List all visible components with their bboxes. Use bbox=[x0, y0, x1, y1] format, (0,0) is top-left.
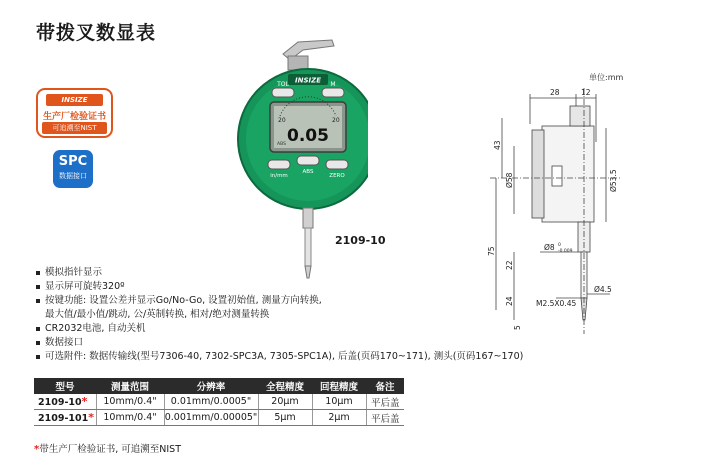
spc-label: SPC bbox=[58, 154, 88, 169]
cell-resolution: 0.01mm/0.0005" bbox=[164, 394, 258, 410]
scale-right-label: 20 bbox=[332, 117, 340, 124]
dim-d4-5-label: Ø4.5 bbox=[594, 285, 612, 294]
zero-label: ZERO bbox=[329, 173, 345, 179]
thread-label: M2.5X0.45 bbox=[536, 299, 577, 308]
dim-58-label: Ø58 bbox=[505, 172, 514, 188]
feature-item: 显示屏可旋转320º bbox=[36, 280, 506, 294]
insize-logo: INSIZE bbox=[46, 94, 103, 106]
data-port-label: 数据接口 bbox=[59, 172, 87, 180]
back-cover bbox=[532, 130, 544, 218]
port-window bbox=[552, 166, 562, 186]
unit-note: 单位:mm bbox=[589, 73, 624, 82]
dim-75-label: 75 bbox=[487, 246, 496, 256]
footnote-text: 带生产厂检验证书, 可追溯至NIST bbox=[39, 444, 182, 455]
model-caption: 2109-10 bbox=[335, 234, 386, 247]
header-range: 测量范围 bbox=[96, 378, 164, 394]
star-mark: * bbox=[88, 411, 94, 424]
dim-d8-label: Ø8 bbox=[544, 243, 555, 252]
header-resolution: 分辨率 bbox=[164, 378, 258, 394]
dim-28-label: 28 bbox=[550, 88, 560, 97]
cell-resolution: 0.001mm/0.00005" bbox=[164, 410, 258, 426]
star-mark: * bbox=[81, 395, 88, 408]
page-title: 带拨叉数显表 bbox=[36, 22, 157, 44]
header-hysteresis: 回程精度 bbox=[312, 378, 366, 394]
header-model: 型号 bbox=[34, 378, 96, 394]
cell-range: 10mm/0.4" bbox=[96, 394, 164, 410]
dim-53-5-label: Ø53.5 bbox=[609, 169, 618, 192]
abs-button[interactable] bbox=[297, 156, 319, 165]
spec-table bbox=[34, 378, 404, 426]
body-profile bbox=[542, 126, 594, 222]
dim-d8-tol-lower: -0.009 bbox=[558, 249, 573, 254]
cell-accuracy: 5µm bbox=[258, 410, 312, 426]
tol-button[interactable] bbox=[272, 88, 294, 97]
footnote-star: * bbox=[34, 444, 40, 455]
tol-label: TOL bbox=[277, 81, 289, 88]
stem-collar bbox=[303, 208, 313, 228]
dim-43-label: 43 bbox=[493, 140, 502, 150]
cell-note: 平后盖 bbox=[366, 410, 404, 426]
cell-hysteresis: 2µm bbox=[312, 410, 366, 426]
lcd-reading: 0.05 bbox=[287, 126, 329, 146]
cell-range: 10mm/0.4" bbox=[96, 410, 164, 426]
feature-item: 可选附件: 数据传输线(型号7306-40, 7302-SPC3A, 7305-SPC1A), 后盖(页码170~171), 测头(页码167~170) bbox=[36, 350, 506, 364]
cell-hysteresis: 10µm bbox=[312, 394, 366, 410]
nist-certificate-badge bbox=[36, 88, 113, 138]
model-code: 2109-101 bbox=[38, 413, 89, 424]
footnote bbox=[34, 441, 181, 455]
lcd-abs-label: ABS bbox=[277, 142, 286, 147]
in-mm-label: in/mm bbox=[270, 173, 288, 179]
header-note: 备注 bbox=[366, 378, 404, 394]
brand-label: INSIZE bbox=[295, 76, 321, 85]
zero-button[interactable] bbox=[326, 160, 348, 169]
feature-item: 按键功能: 设置公差并显示Go/No-Go, 设置初始值, 测量方向转换, bbox=[36, 294, 506, 308]
spc-badge bbox=[53, 150, 93, 188]
table-row bbox=[34, 410, 404, 426]
scale-left-label: 20 bbox=[278, 117, 286, 124]
in-mm-button[interactable] bbox=[268, 160, 290, 169]
cell-note: 平后盖 bbox=[366, 394, 404, 410]
cell-model bbox=[34, 394, 96, 410]
dim-d8-tol-upper: 0 bbox=[558, 243, 561, 248]
dim-24-label: 24 bbox=[505, 296, 514, 306]
dim-12-label: 12 bbox=[581, 88, 591, 97]
header-accuracy: 全程精度 bbox=[258, 378, 312, 394]
lever-base bbox=[288, 56, 308, 70]
nist-label: 可追溯至NIST bbox=[42, 122, 107, 134]
feature-item-continuation: 最大值/最小值/跳动, 公/英制转换, 相对/绝对测量转换 bbox=[45, 309, 270, 320]
m-label: M bbox=[330, 81, 336, 88]
cell-accuracy: 20µm bbox=[258, 394, 312, 410]
dim-5-label: 5 bbox=[513, 325, 522, 330]
certificate-label: 生产厂检验证书 bbox=[42, 112, 106, 122]
feature-item: CR2032电池, 自动关机 bbox=[36, 322, 506, 336]
lever-block bbox=[570, 106, 590, 126]
abs-label: ABS bbox=[302, 169, 314, 175]
m-button[interactable] bbox=[322, 88, 344, 97]
dim-22-label: 22 bbox=[505, 260, 514, 270]
feature-item: 数据接口 bbox=[36, 336, 506, 350]
cell-model bbox=[34, 410, 96, 426]
model-code: 2109-10 bbox=[38, 397, 82, 408]
spindle bbox=[305, 228, 311, 266]
feature-item: 模拟指针显示 bbox=[36, 266, 506, 280]
table-header-row bbox=[34, 378, 404, 394]
table-row bbox=[34, 394, 404, 410]
